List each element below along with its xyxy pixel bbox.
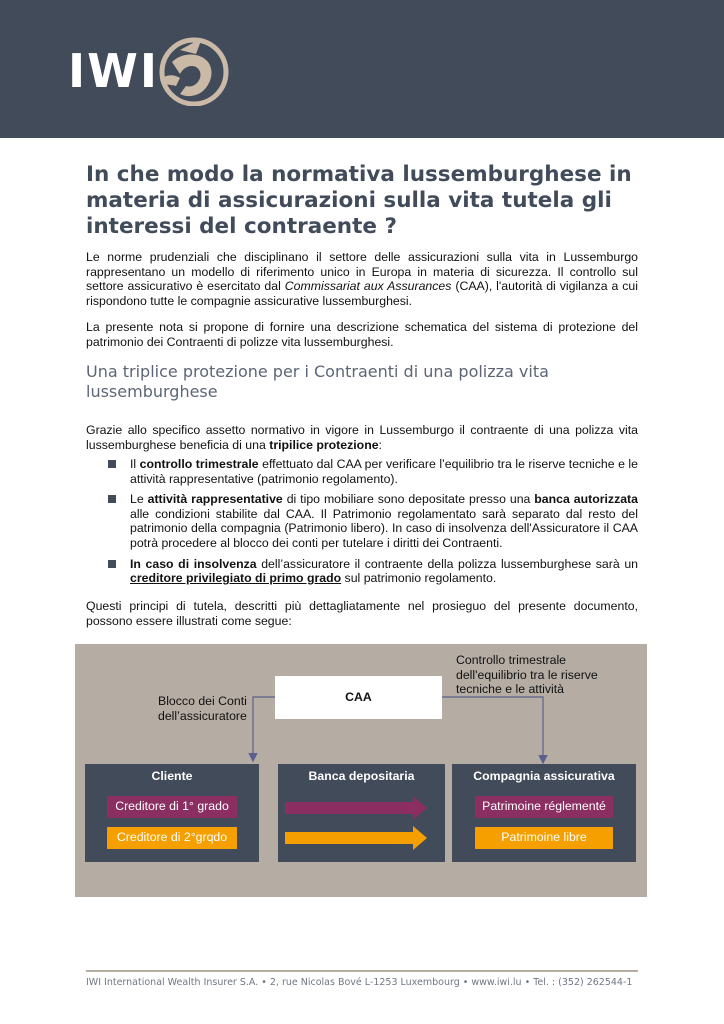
section-subtitle: Una triplice protezione per i Contraenti di una polizza vita lussemburghese [86, 362, 549, 401]
left-note: Blocco dei Conti dell’assicuratore [158, 694, 247, 723]
footer-divider [86, 970, 638, 972]
bullet-text: alle condizioni stabilite dal CAA. Il Patrimonio regolamentato sarà separato dal resto del patrimonio della compagnia (Patrimonio libero). In caso di insolvenza dell'Assicuratore il CAA potrà procedere al blocco dei conti per tutelare i diritti dei Contraenti. [130, 506, 638, 550]
logo-text: IWI [68, 44, 159, 98]
caa-to-compagnia-connector [442, 697, 543, 762]
caa-to-banca-connector [253, 697, 275, 760]
intro-text-a: Le norme prudenziali che disciplinano il settore delle assicurazioni sulla vita in Lussemburgo rappresentano un modello di riferimento unico in Europa in materia di sicurezza. Il controllo sul settore assicurativo è esercitato dal [86, 250, 638, 294]
protection-diagram [75, 644, 647, 897]
square-bullet-icon [108, 460, 116, 468]
bullet-text: Le [130, 492, 148, 507]
unicorn-icon [152, 34, 230, 106]
lead-text-b: : [378, 437, 382, 452]
compagnia-title: Compagnia assicurativa [473, 769, 615, 783]
section-lead [86, 423, 638, 452]
bullet-text: effettuato dal CAA per verificare l’equilibrio tra le riserve tecniche e le attività rappresentative (patrimonio regolamento). [130, 457, 639, 486]
bullet-bold: controllo trimestrale [139, 457, 259, 471]
creditore-primo-grado-tag: Creditore di 1° grado [107, 796, 237, 818]
list-item [108, 557, 638, 586]
closing-paragraph: Questi principi di tutela, descritti più dettagliatamente nel prosieguo del presente documento, possono essere illustrati come segue: [86, 599, 638, 628]
page-footer: IWI International Wealth Insurer S.A. • 2, rue Nicolas Bové L-1253 Luxembourg • www.iwi.lu • Tel. : (352) 262544-1 [86, 977, 633, 988]
bullet-bold-underline: creditore privilegiato di primo grado [130, 571, 342, 586]
arrow-purple-icon [285, 796, 427, 820]
banca-title: Banca depositaria [308, 769, 415, 783]
intro-text-b: (CAA), l'autorità di vigilanza a cui rispondono tutte le compagnie assicurative lussemburghesi. [86, 279, 638, 308]
list-item [108, 457, 638, 486]
creditore-secondo-grado-tag: Creditore di 2°grqdo [107, 827, 237, 849]
bullet-bold: banca autorizzata [534, 492, 638, 507]
diagram-connectors [75, 644, 647, 897]
page-header [0, 0, 724, 138]
bullet-text: sul patrimonio regolamento. [341, 571, 497, 586]
bullet-bold: In caso di insolvenza [130, 556, 257, 571]
square-bullet-icon [108, 560, 116, 568]
bullet-text: di tipo mobiliare sono depositate presso una [282, 492, 535, 507]
arrow-orange-icon [285, 826, 427, 850]
protection-list [108, 457, 638, 592]
square-bullet-icon [108, 495, 116, 503]
bullet-bold: attività rappresentative [147, 492, 283, 507]
intro-text-italic: Commissariat aux Assurances [284, 279, 452, 294]
intro-paragraph-2: La presente nota si propone di fornire una descrizione schematica del sistema di protezione del patrimonio dei Contraenti di polizze vita lussemburghesi. [86, 320, 638, 349]
lead-text-bold: tripilice protezione [269, 437, 379, 452]
patrimoine-reglemente-tag: Patrimoine réglementé [475, 796, 613, 818]
lead-text-a: Grazie allo specifico assetto normativo in vigore in Lussemburgo il contraente di una polizza vita lussemburghese beneficia di una [86, 423, 638, 452]
right-note: Controllo trimestrale dell'equilibrio tra le riserve tecniche e le attività [456, 653, 598, 697]
list-item [108, 492, 638, 550]
bullet-text: Il [130, 457, 140, 471]
page-title: In che modo la normativa lussemburghese in materia di assicurazioni sulla vita tutela gli interessi del contraente ? [86, 162, 632, 239]
patrimoine-libre-tag: Patrimoine libre [475, 827, 613, 849]
bullet-text: dell’assicuratore il contraente della polizza lussemburghese sarà un [256, 556, 638, 571]
intro-paragraph-1 [86, 250, 638, 308]
cliente-title: Cliente [151, 769, 193, 783]
caa-box: CAA [275, 676, 442, 719]
